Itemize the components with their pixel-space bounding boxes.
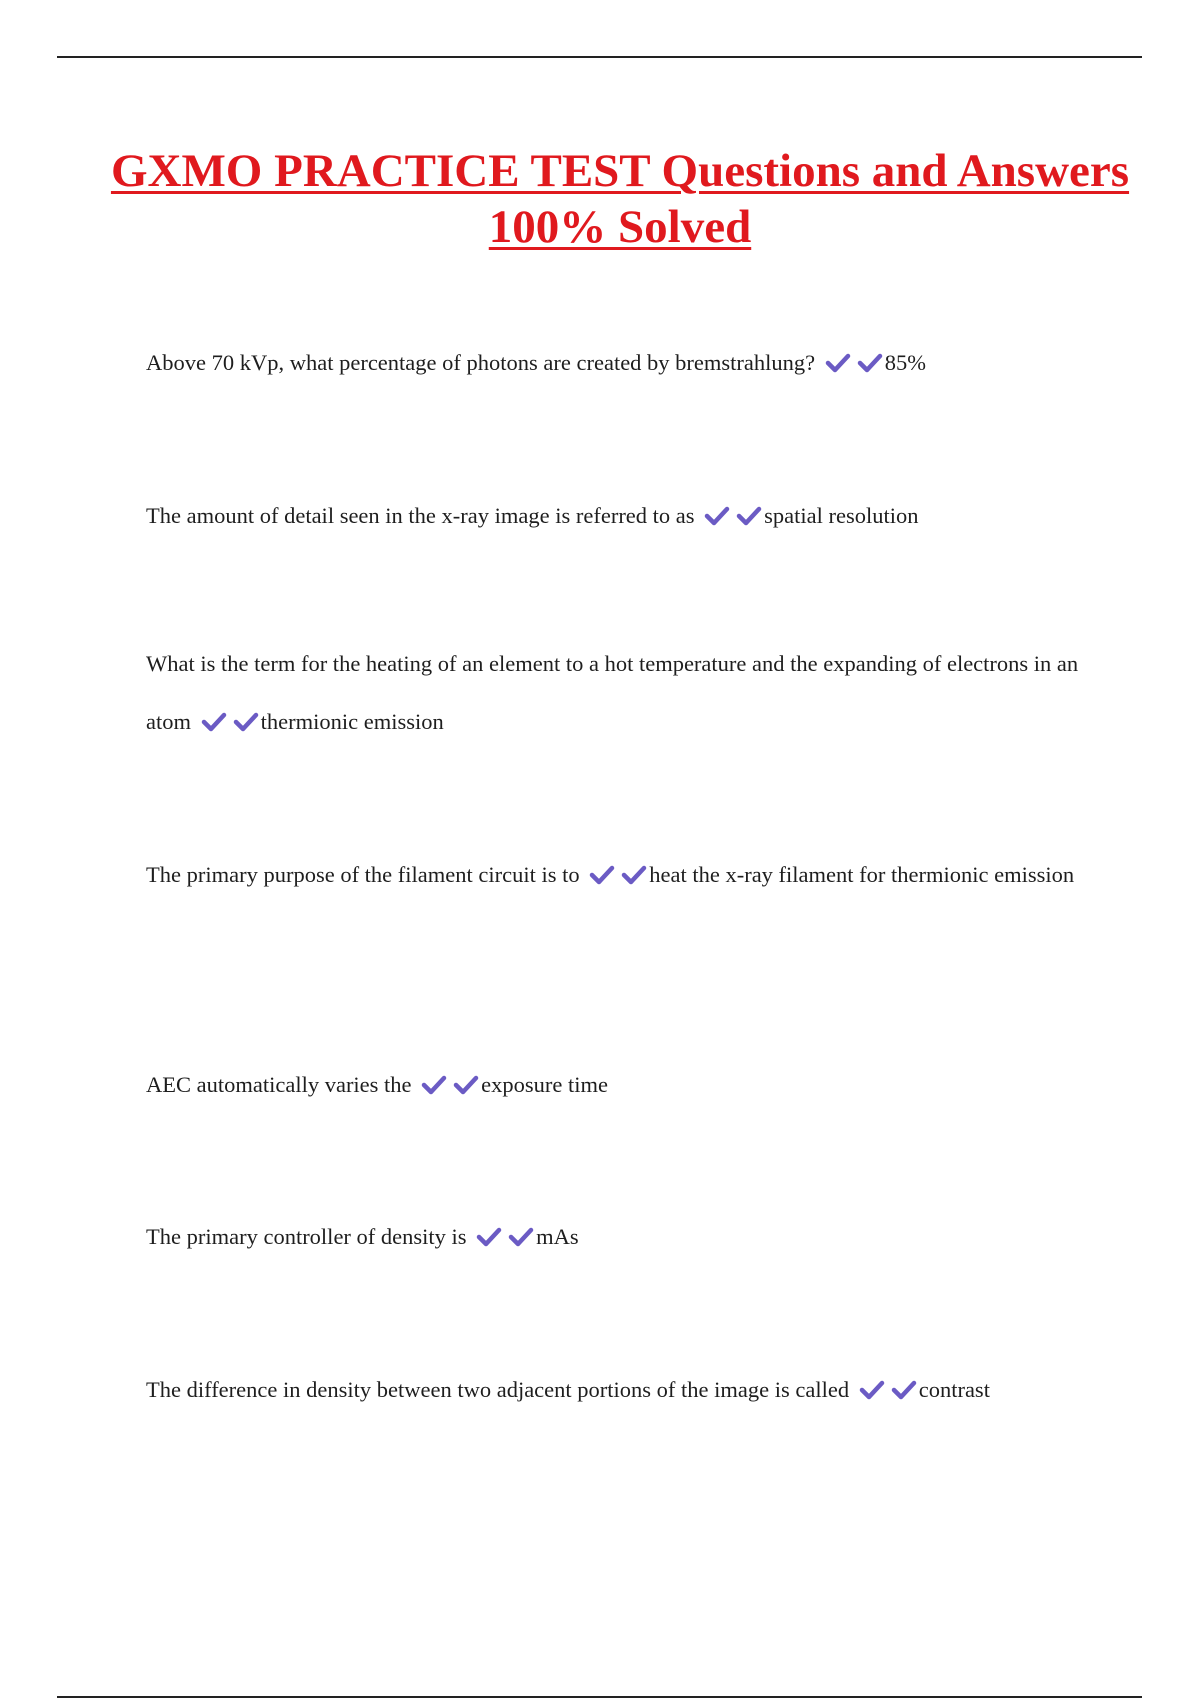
checkmark-icon: [508, 1226, 534, 1248]
answer-text: 85%: [884, 350, 927, 375]
answer-text: mAs: [536, 1224, 579, 1249]
document-title-text: GXMO PRACTICE TEST Questions and Answers 100% Solved: [110, 145, 1130, 253]
question-text: The primary purpose of the filament circuit is to: [146, 862, 580, 887]
checkmark-icon: [825, 352, 851, 374]
footer-rule: [57, 1696, 1142, 1698]
document-title: [100, 143, 1140, 255]
question-text: The amount of detail seen in the x-ray image is referred to as: [146, 503, 695, 528]
qa-item-2: [146, 487, 1086, 545]
qa-item-7: [146, 1361, 1086, 1419]
checkmark-icon: [736, 505, 762, 527]
qa-item-6: [146, 1208, 1086, 1266]
checkmark-icon: [621, 864, 647, 886]
answer-text: exposure time: [481, 1072, 609, 1097]
checkmark-icon: [704, 505, 730, 527]
checkmark-icon: [891, 1379, 917, 1401]
checkmark-icon: [589, 864, 615, 886]
qa-item-4: [146, 846, 1086, 904]
question-text: The difference in density between two adjacent portions of the image is called: [146, 1377, 850, 1402]
checkmark-icon: [859, 1379, 885, 1401]
header-rule: [57, 56, 1142, 58]
answer-text: heat the x-ray filament for thermionic emission: [649, 862, 1075, 887]
qa-item-1: [146, 334, 1086, 392]
checkmark-icon: [421, 1074, 447, 1096]
question-text: AEC automatically varies the: [146, 1072, 412, 1097]
question-text: Above 70 kVp, what percentage of photons are created by bremstrahlung?: [146, 350, 816, 375]
qa-item-3: [146, 635, 1086, 751]
answer-text: thermionic emission: [260, 709, 444, 734]
answer-text: contrast: [918, 1377, 990, 1402]
qa-item-5: [146, 1056, 1086, 1114]
question-text: The primary controller of density is: [146, 1224, 467, 1249]
answer-text: spatial resolution: [764, 503, 919, 528]
checkmark-icon: [201, 711, 227, 733]
checkmark-icon: [476, 1226, 502, 1248]
checkmark-icon: [233, 711, 259, 733]
checkmark-icon: [453, 1074, 479, 1096]
checkmark-icon: [857, 352, 883, 374]
question-text: What is the term for the heating of an element to a hot temperature and the expanding of electrons in an atom: [146, 651, 1079, 734]
